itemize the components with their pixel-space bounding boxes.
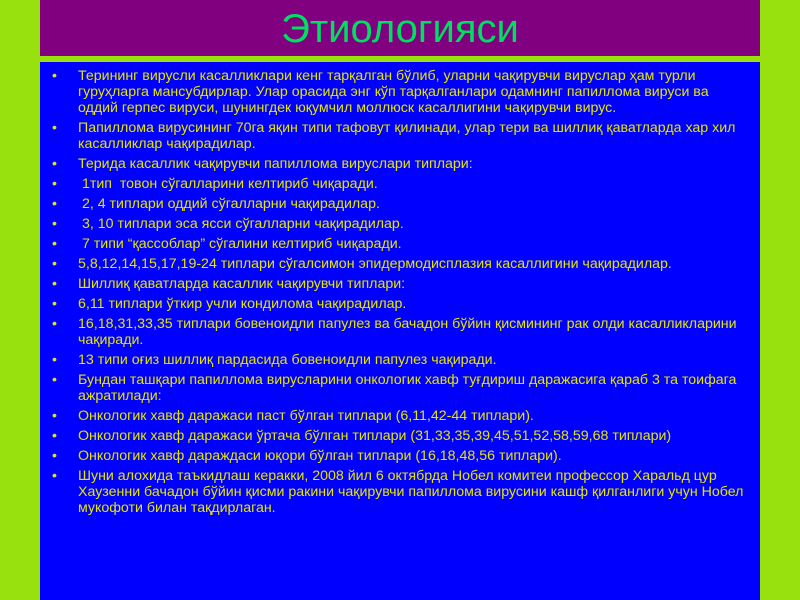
bullet-text: 2, 4 типлари оддий сўгалларни чақирадилар. bbox=[78, 196, 380, 212]
bullet-dot-icon: • bbox=[52, 196, 57, 212]
bullet-item bbox=[50, 408, 750, 424]
bullet-text: Терининг вирусли касалликлари кенг тарқалган бўлиб, уларни чақирувчи вируслар ҳам турли гуруҳларга мансубдирлар. Улар орасида энг кўп тарқалганлари одамнинг папиллома вируси ва оддий герпес вируси, шунингдек юқумчил моллюск касаллигини чақирувчи вирус. bbox=[78, 68, 713, 116]
bullet-item bbox=[50, 176, 750, 192]
bullet-text: 3, 10 типлари эса ясси сўгалларни чақирадилар. bbox=[78, 216, 404, 232]
bullet-item bbox=[50, 428, 750, 444]
bullet-dot-icon: • bbox=[52, 372, 57, 388]
bullet-text: 6,11 типлари ўткир учли кондилома чақирадилар. bbox=[78, 296, 407, 312]
bullet-text: Онкологик хавф даражаси паст бўлган типлари (6,11,42-44 типлари). bbox=[78, 408, 534, 424]
bullet-item bbox=[50, 68, 750, 116]
bullet-item bbox=[50, 256, 750, 272]
bullet-item bbox=[50, 120, 750, 152]
bullet-dot-icon: • bbox=[52, 352, 57, 368]
bullet-text: 13 типи оғиз шиллиқ пардасида бовеноидли папулез чақиради. bbox=[78, 352, 497, 368]
bullet-item bbox=[50, 352, 750, 368]
bullet-item bbox=[50, 316, 750, 348]
bullet-dot-icon: • bbox=[52, 68, 57, 84]
bullet-dot-icon: • bbox=[52, 120, 57, 136]
bullet-text: 1тип товон сўгалларини келтириб чиқаради. bbox=[78, 176, 378, 192]
bullet-dot-icon: • bbox=[52, 216, 57, 232]
bullet-item bbox=[50, 276, 750, 292]
bullet-text: Папиллома вирусининг 70га яқин типи тафовут қилинади, улар тери ва шиллиқ қаватларда хар хил касалликлар чақирадилар. bbox=[78, 120, 740, 152]
bullet-text: Онкологик хавф дараждаси юқори бўлган типлари (16,18,48,56 типлари). bbox=[78, 448, 562, 464]
bullet-dot-icon: • bbox=[52, 176, 57, 192]
bullet-text: 7 типи “қассоблар” сўгалини келтириб чиқаради. bbox=[78, 236, 402, 252]
bullet-dot-icon: • bbox=[52, 316, 57, 332]
slide-content bbox=[40, 62, 760, 600]
slide-title: Этиологияси bbox=[281, 7, 519, 51]
bullet-item bbox=[50, 448, 750, 464]
bullet-text: Онкологик хавф даражаси ўртача бўлган типлари (31,33,35,39,45,51,52,58,59,68 типлари) bbox=[78, 428, 672, 444]
bullet-item bbox=[50, 196, 750, 212]
bullet-item bbox=[50, 156, 750, 172]
bullet-dot-icon: • bbox=[52, 276, 57, 292]
bullet-dot-icon: • bbox=[52, 408, 57, 424]
bullet-text: 5,8,12,14,15,17,19-24 типлари сўгалсимон эпидермодисплазия касаллигини чақирадилар. bbox=[78, 256, 672, 272]
bullet-dot-icon: • bbox=[52, 296, 57, 312]
slide-title-bar bbox=[40, 0, 760, 56]
bullet-text: Шиллиқ қаватларда касаллик чақирувчи типлари: bbox=[78, 276, 406, 292]
bullet-text: 16,18,31,33,35 типлари бовеноидли папулез ва бачадон бўйин қисмининг рак олди касалликларини чақиради. bbox=[78, 316, 741, 348]
bullet-list bbox=[50, 68, 750, 516]
bullet-text: Бундан ташқари папиллома вирусларини онкологик хавф туғдириш даражасига қараб 3 та тоифага ажратилади: bbox=[78, 372, 741, 404]
bullet-item bbox=[50, 296, 750, 312]
bullet-dot-icon: • bbox=[52, 156, 57, 172]
bullet-item bbox=[50, 372, 750, 404]
bullet-dot-icon: • bbox=[52, 236, 57, 252]
bullet-text: Терида касаллик чақирувчи папиллома вируслари типлари: bbox=[78, 156, 473, 172]
bullet-item bbox=[50, 236, 750, 252]
bullet-dot-icon: • bbox=[52, 256, 57, 272]
bullet-item bbox=[50, 468, 750, 516]
bullet-text: Шуни алохида таъкидлаш керакки, 2008 йил 6 октябрда Нобел комитеи профессор Харальд цур Хаузенни бачадон бўйин қисми ракини чақирувчи папиллома вирусини кашф қилганлиги учун Нобел мукофоти билан тақдирлаган. bbox=[78, 468, 748, 516]
bullet-dot-icon: • bbox=[52, 468, 57, 484]
bullet-dot-icon: • bbox=[52, 448, 57, 464]
bullet-item bbox=[50, 216, 750, 232]
bullet-dot-icon: • bbox=[52, 428, 57, 444]
